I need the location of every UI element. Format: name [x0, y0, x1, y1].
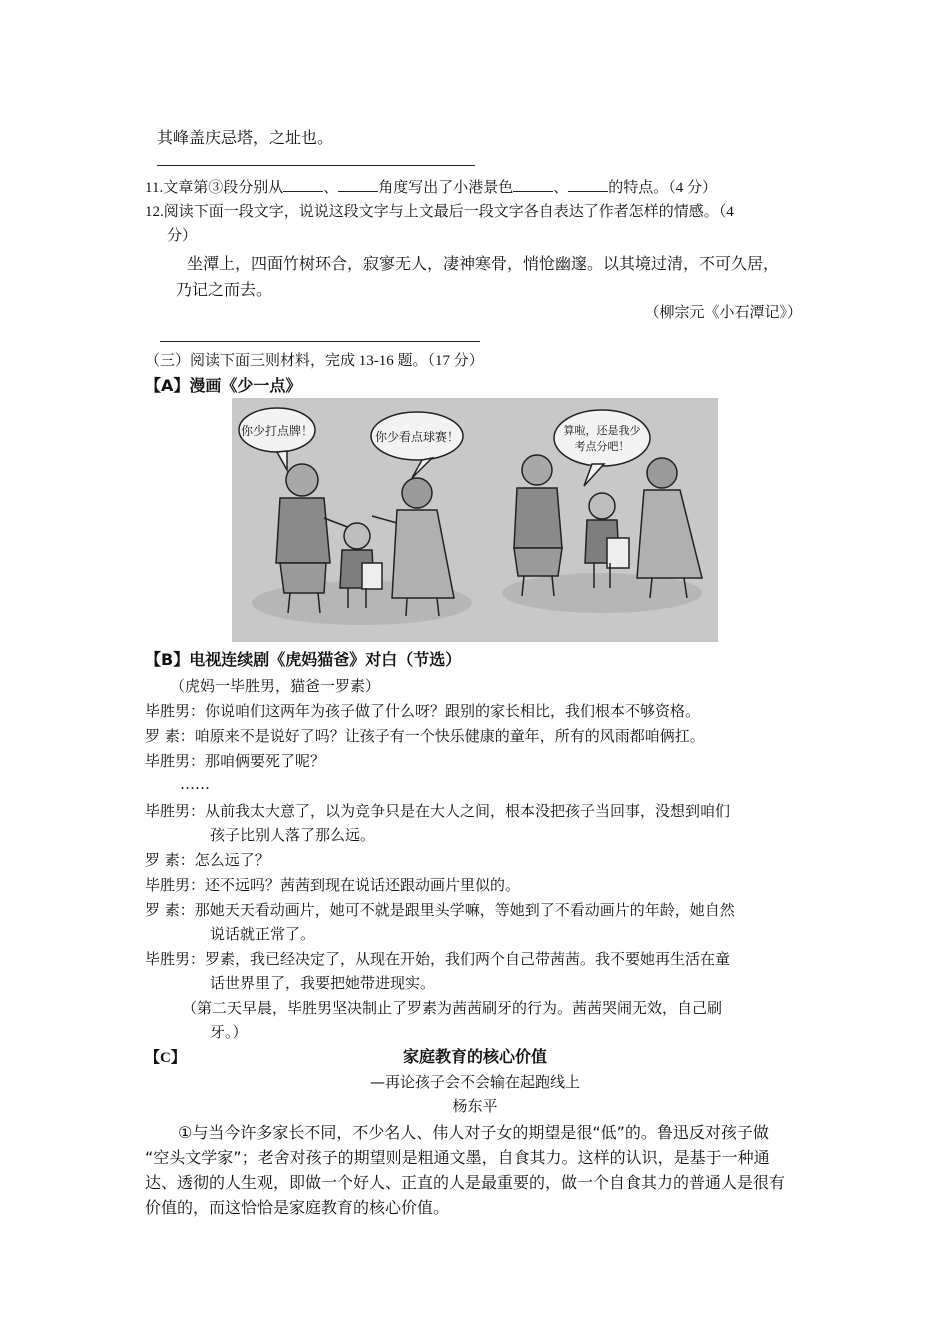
- material-c-label: 【C】: [145, 1050, 186, 1066]
- bubble-text-2: 你少看点球赛！: [374, 430, 460, 444]
- dialogue-ellipsis: ……: [180, 775, 210, 793]
- dialogue-line: 罗 素：怎么远了？: [145, 851, 270, 869]
- passage-line-1: 坐潭上，四面竹树环合，寂寥无人，凄神寒骨，悄怆幽邃。以其境过清，不可久居，: [187, 254, 780, 273]
- dialogue-line: 毕胜男：还不远吗？茜茜到现在说话还跟动画片里似的。: [145, 876, 521, 894]
- dialogue-continuation: 话世界里了，我要把她带进现实。: [210, 974, 436, 992]
- article-para-line-4: 价值的，而这恰恰是家庭教育的核心价值。: [145, 1198, 450, 1217]
- question-12-line1: 12.阅读下面一段文字，说说这段文字与上文最后一段文字各自表达了作者怎样的情感。（4: [145, 204, 734, 220]
- quote-line: 其峰盖庆忌塔，之址也。: [157, 128, 334, 147]
- comic-drawing: [232, 398, 718, 642]
- article-author: 杨东平: [452, 1097, 498, 1115]
- dialogue-line: 毕胜男：你说咱们这两年为孩子做了什么呀？跟别的家长相比，我们根本不够资格。: [145, 702, 701, 720]
- section3-instruction: （三）阅读下面三则材料，完成 13-16 题。（17 分）: [145, 353, 484, 369]
- article-para-line-2: “空头文学家”；老舍对孩子的期望则是粗通文墨，自食其力。这样的认识，是基于一种通: [145, 1148, 770, 1167]
- answer-line-2[interactable]: [160, 341, 480, 342]
- blank-11-d[interactable]: [568, 177, 608, 192]
- bubble-text-3b: 考点分吧！: [574, 440, 630, 453]
- material-a-heading: 【A】漫画《少一点》: [145, 376, 302, 395]
- blank-11-c[interactable]: [513, 177, 553, 192]
- dialogue-line: 毕胜男：罗素，我已经决定了，从现在开始，我们两个自己带茜茜。我不要她再生活在童: [145, 950, 731, 968]
- article-title: 家庭教育的核心价值: [402, 1047, 547, 1066]
- question-11: 11.文章第③段分别从 、 角度写出了小港景色 、 的特点。（4 分）: [145, 176, 717, 200]
- answer-line-1[interactable]: [157, 165, 475, 166]
- dialogue-line: 罗 素：那她天天看动画片，她可不就是跟里头学嘛，等她到了不看动画片的年龄，她自然: [145, 901, 735, 919]
- dialogue-line: 毕胜男：从前我太大意了，以为竞争只是在大人之间，根本没把孩子当回事，没想到咱们: [145, 802, 731, 820]
- passage-line-2: 乃记之而去。: [176, 280, 273, 299]
- passage-source: （柳宗元《小石潭记》）: [644, 303, 802, 321]
- comic-image: [232, 398, 718, 642]
- dialogue-line: 毕胜男：那咱俩要死了呢？: [145, 752, 326, 770]
- dialogue-continuation: 孩子比别人落了那么远。: [210, 826, 376, 844]
- bubble-text-3a: 算啦，还是我少: [563, 424, 641, 437]
- material-b-heading: 【B】电视连续剧《虎妈猫爸》对白（节选）: [145, 650, 462, 669]
- blank-11-b[interactable]: [338, 177, 378, 192]
- cast-list: （虎妈一毕胜男，猫爸一罗素）: [170, 677, 381, 695]
- blank-11-a[interactable]: [283, 177, 323, 192]
- article-para-line-3: 达、透彻的人生观，即做一个好人、正直的人是最重要的，做一个自食其力的普通人是很有: [145, 1173, 786, 1192]
- stage-direction-1: （第二天早晨，毕胜男坚决制止了罗素为茜茜刷牙的行为。茜茜哭闹无效，自己刷: [182, 999, 723, 1017]
- bubble-text-1: 你少打点牌！: [240, 424, 314, 438]
- question-12-line2: 分）: [167, 228, 198, 244]
- article-subtitle: —再论孩子会不会输在起跑线上: [369, 1073, 580, 1091]
- article-para-line-1: ①与当今许多家长不同，不少名人、伟人对子女的期望是很“低”的。鲁迅反对孩子做: [178, 1123, 769, 1142]
- dialogue-line: 罗 素：咱原来不是说好了吗？让孩子有一个快乐健康的童年，所有的风雨都咱俩扛。: [145, 727, 705, 745]
- dialogue-continuation: 说话就正常了。: [210, 925, 316, 943]
- stage-direction-2: 牙。）: [210, 1023, 248, 1041]
